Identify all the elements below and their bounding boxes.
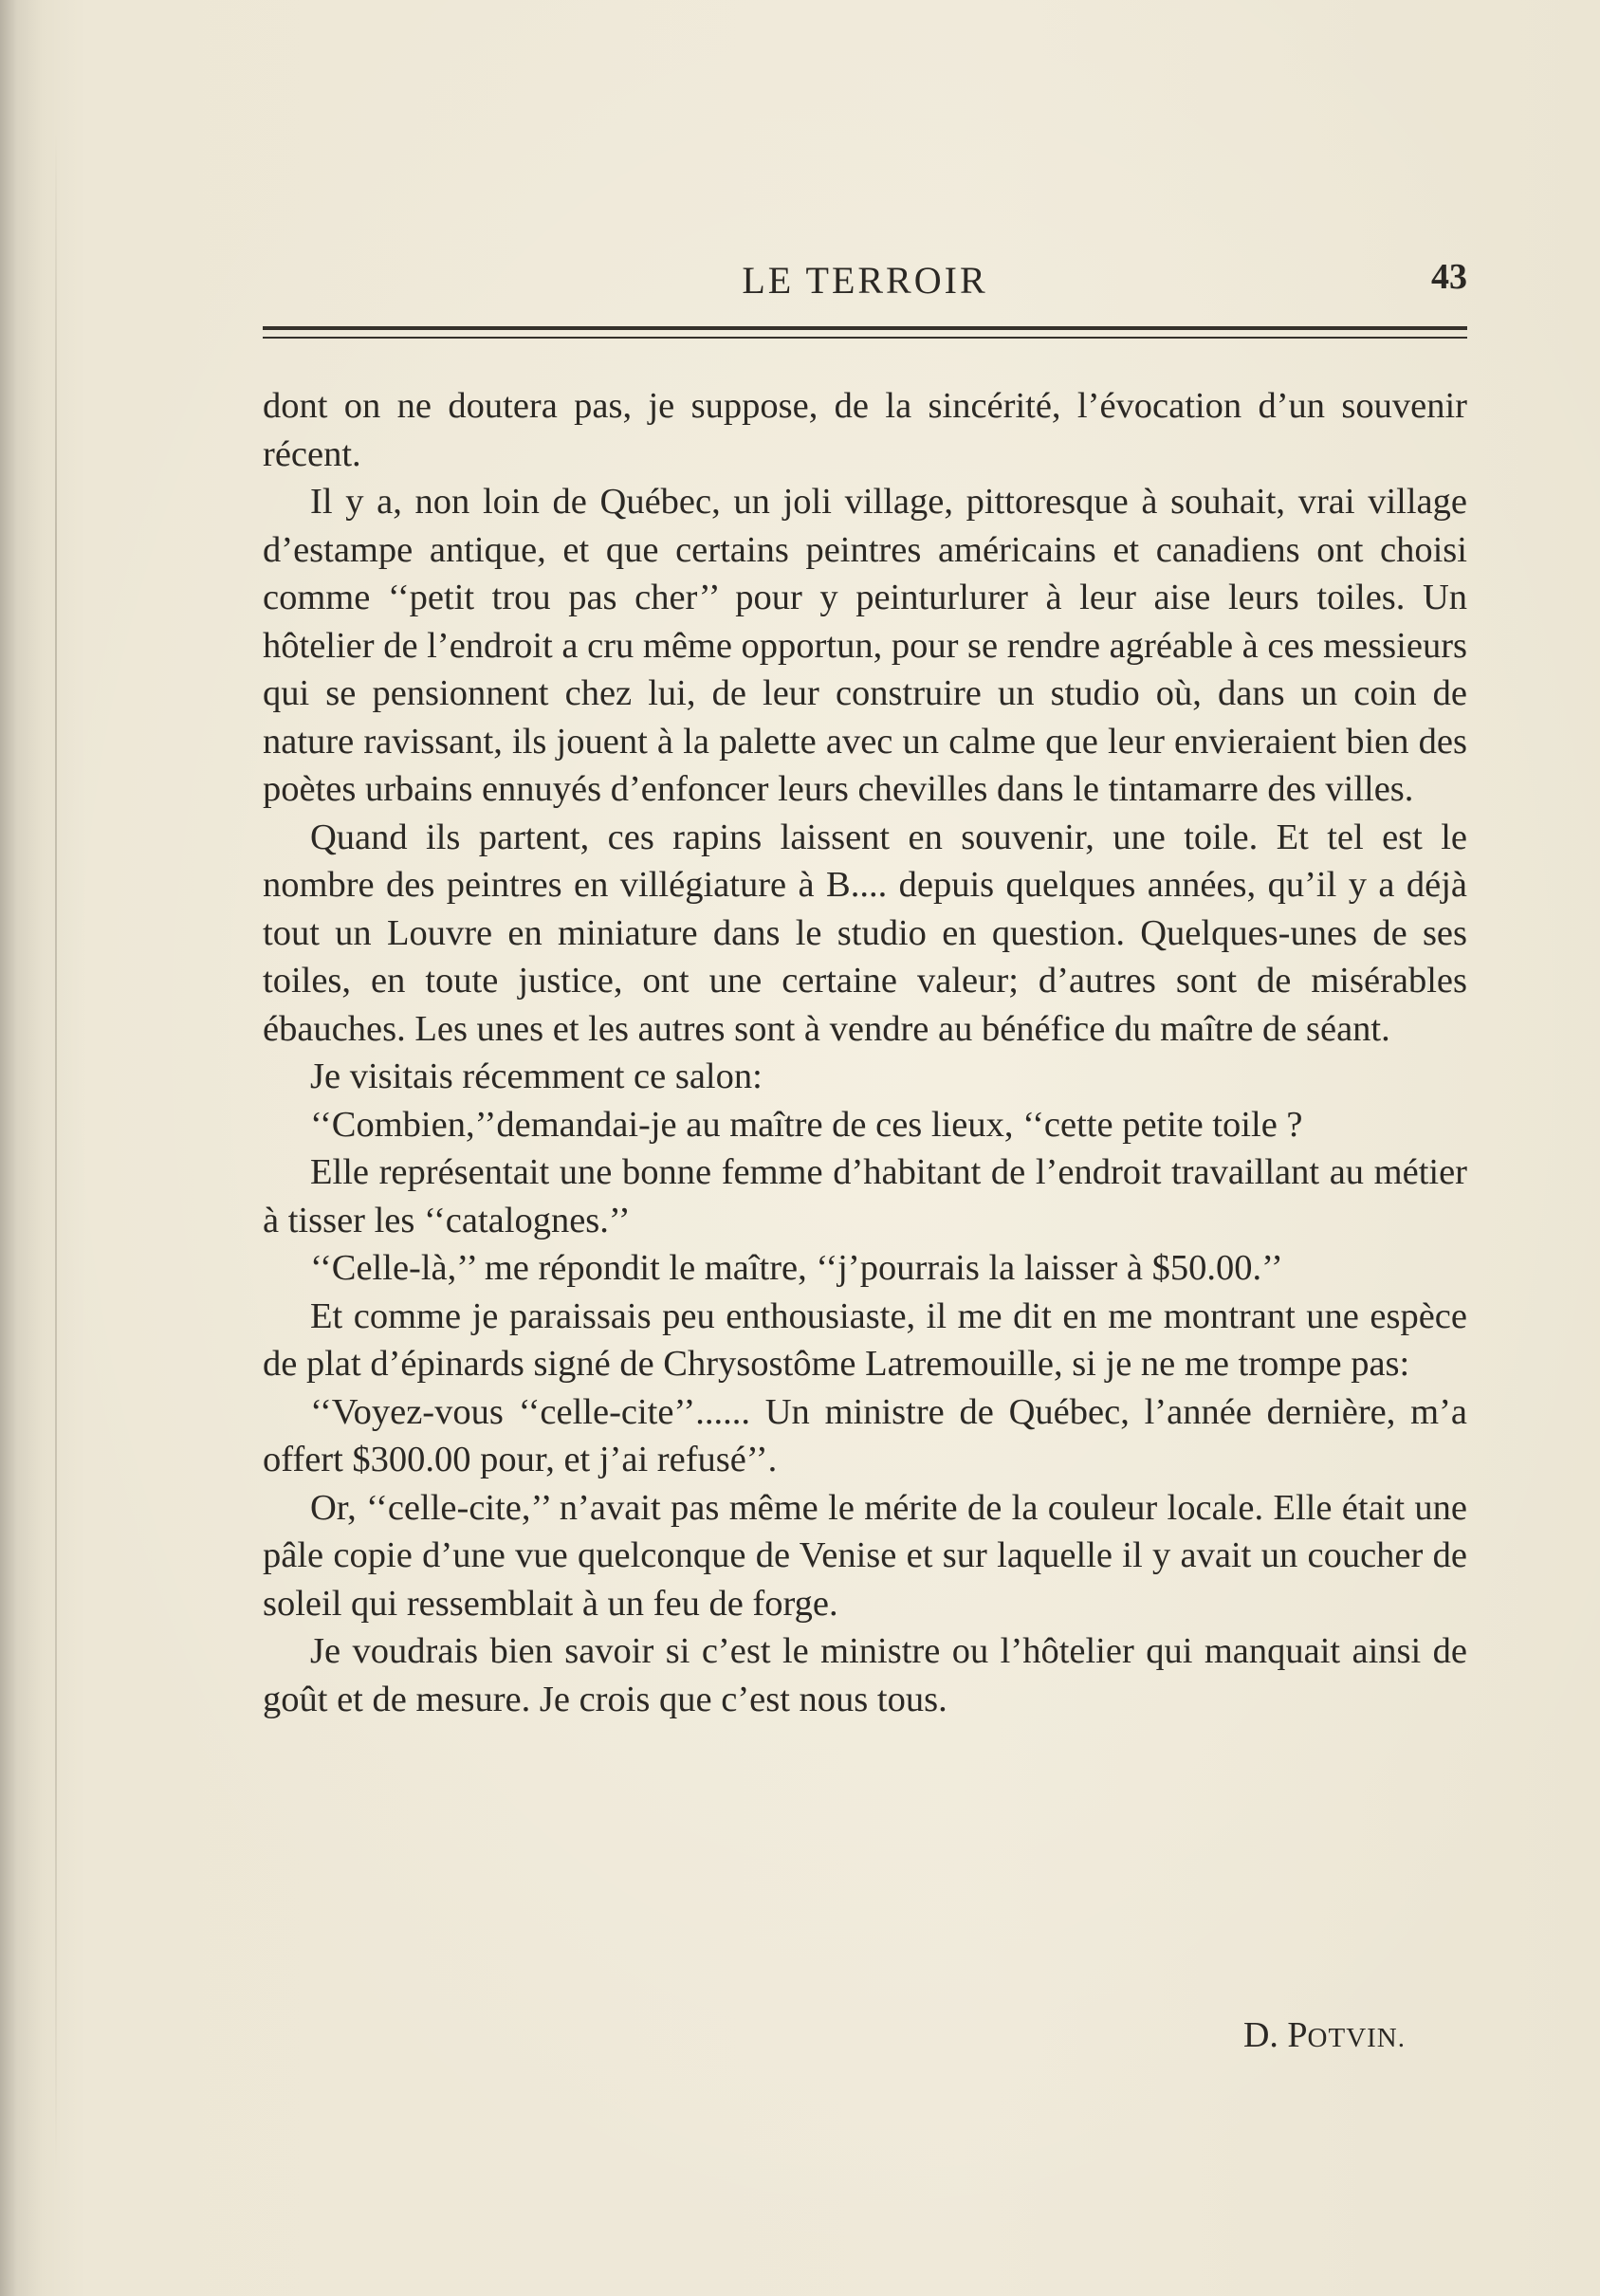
author-signature [263, 2011, 1406, 2063]
page-number: 43 [1431, 257, 1467, 297]
binding-gutter [55, 133, 57, 2172]
running-title: LE TERROIR [742, 259, 988, 302]
paragraph: ‘‘Combien,’’demandai-je au maître de ces lieux, ‘‘cette petite toile ? [310, 1104, 1303, 1145]
header-rule-thin [263, 337, 1467, 339]
paragraph: ‘‘Voyez-vous ‘‘celle-cite’’...... Un ministre de Québec, l’année dernière, m’a offert $300.00 pour, et j’ai refusé’’. [263, 1391, 1467, 1479]
paragraph: Elle représentait une bonne femme d’habitant de l’endroit travaillant au métier à tisser les ‘‘catalognes.’’ [263, 1152, 1467, 1240]
paragraph: Je visitais récemment ce salon: [310, 1056, 763, 1096]
header-rule-thick [263, 326, 1467, 330]
paragraph: Et comme je paraissais peu enthousiaste, il me dit en me montrant une espèce de plat d’épinards signé de Chrysostôme Latremouille, si je ne me trompe pas: [263, 1295, 1467, 1384]
paragraph: Je voudrais bien savoir si c’est le ministre ou l’hôtelier qui manquait ainsi de goût et de mesure. Je crois que c’est nous tous. [263, 1631, 1467, 1719]
article-body [263, 382, 1467, 1723]
paragraph: Or, ‘‘celle-cite,’’ n’avait pas même le mérite de la couleur locale. Elle était une pâle copie d’une vue quelconque de Venise et sur laquelle il y avait un coucher de soleil qui ressemblait à un feu de forge. [263, 1487, 1467, 1624]
paragraph: dont on ne doutera pas, je suppose, de la sincérité, l’évocation d’un souvenir récent. [263, 386, 1467, 474]
signature-surname-rest: OTVIN. [1307, 2023, 1406, 2053]
page-header [263, 254, 1467, 311]
paragraph: Il y a, non loin de Québec, un joli village, pittoresque à souhait, vrai village d’estampe antique, et que certains peintres américains et canadiens ont choisi comme ‘‘petit trou pas cher’’ pour y peinturlurer à leur aise leurs toiles. Un hôtelier de l’endroit a cru même opportun, pour se rendre agréable à ces messieurs qui se pensionnent chez lui, de leur construire un studio où, dans un coin de nature ravissant, ils jouent à la palette avec un calme que leur envieraient bien des poètes urbains ennuyés d’enfoncer leurs chevilles dans le tintamarre des villes. [263, 482, 1467, 809]
paragraph: Quand ils partent, ces rapins laissent en souvenir, une toile. Et tel est le nombre des peintres en villégiature à B.... depuis quelques années, qu’il y a déjà tout un Louvre en miniature dans le studio en question. Quelques-unes de ses toiles, en toute justice, ont une certaine valeur; d’autres sont de misérables ébauches. Les unes et les autres sont à vendre au bénéfice du maître de séant. [263, 817, 1467, 1049]
paragraph: ‘‘Celle-là,’’ me répondit le maître, ‘‘j’pourrais la laisser à $50.00.’’ [310, 1248, 1283, 1288]
signature-surname-initial: P [1287, 2015, 1308, 2055]
signature-initial: D. [1242, 2015, 1278, 2055]
